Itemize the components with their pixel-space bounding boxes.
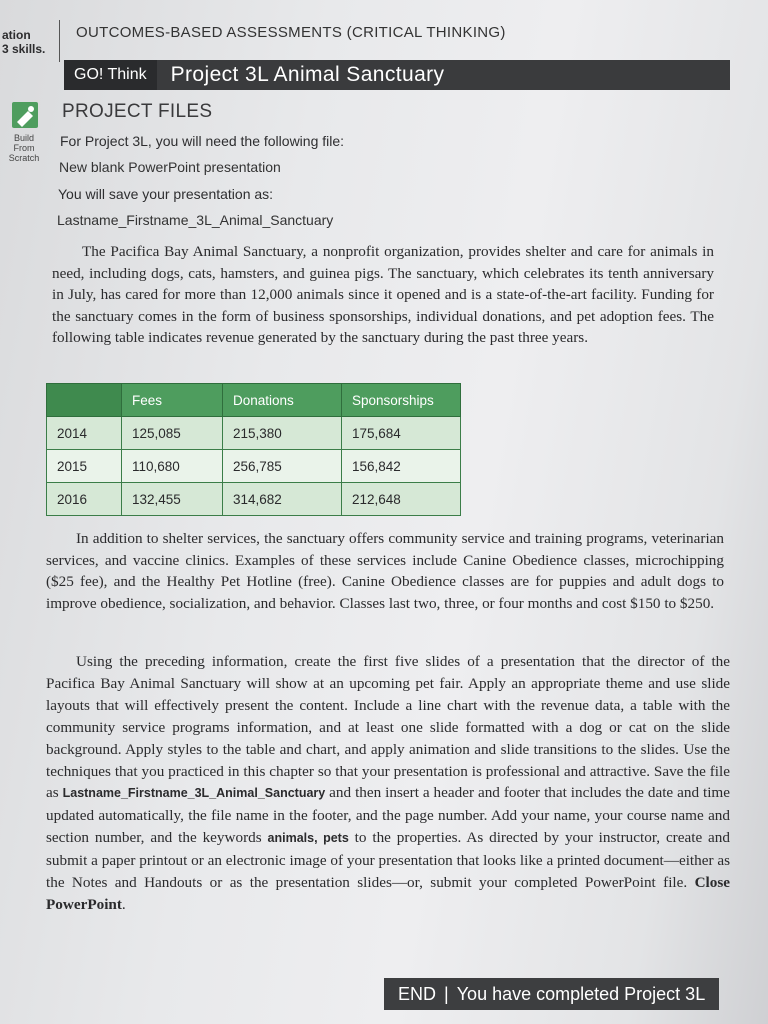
table-cell: 125,085 bbox=[122, 417, 223, 450]
margin-note-line2: 3 skills. bbox=[2, 42, 46, 56]
save-as-intro: You will save your presentation as: bbox=[58, 186, 274, 202]
project-banner bbox=[64, 60, 730, 90]
table-header-cell bbox=[47, 384, 122, 417]
project-files-heading: PROJECT FILES bbox=[62, 101, 213, 122]
table-row bbox=[47, 450, 461, 483]
close-powerpoint: Close PowerPoint bbox=[46, 874, 730, 913]
end-label: END bbox=[398, 983, 437, 1004]
table-cell: 2016 bbox=[47, 483, 122, 516]
margin-divider bbox=[59, 20, 60, 62]
table-row bbox=[47, 483, 461, 516]
revenue-table bbox=[46, 383, 461, 516]
end-banner bbox=[384, 978, 719, 1010]
margin-note-line1: ation bbox=[2, 28, 31, 42]
margin-note bbox=[2, 28, 45, 56]
services-paragraph: In addition to shelter services, the sanctuary offers community service and training programs, veterinarian services, and vaccine clinics. Examples of these services include Canine Obedience classes, microchipping ($25 fee), and the Healthy Pet Hotline (free). Canine Obedience classes are for puppies and adult dogs to improve obedience, socialization, and behavior. Classes last two, three, or four months and cost $150 to $250. bbox=[46, 530, 724, 612]
table-cell: 215,380 bbox=[223, 417, 342, 450]
table-cell: 212,648 bbox=[342, 483, 461, 516]
revenue-table-wrapper bbox=[46, 383, 461, 516]
go-think-label: GO! Think bbox=[64, 60, 157, 90]
save-filename: Lastname_Firstname_3L_Animal_Sanctuary bbox=[62, 786, 326, 801]
end-message: You have completed Project 3L bbox=[456, 983, 706, 1004]
table-header-row bbox=[47, 384, 461, 417]
table-header-cell: Donations bbox=[223, 384, 342, 417]
table-cell: 132,455 bbox=[122, 483, 223, 516]
table-cell: 256,785 bbox=[223, 450, 342, 483]
table-header-cell: Sponsorships bbox=[342, 384, 461, 417]
table-cell: 2014 bbox=[47, 417, 122, 450]
table-header-cell: Fees bbox=[122, 384, 223, 417]
table-cell: 2015 bbox=[47, 450, 122, 483]
table-row bbox=[47, 417, 461, 450]
build-from-scratch-label: Build From Scratch bbox=[8, 133, 40, 163]
instructions-paragraph: Using the preceding information, create the first five slides of a presentation that the director of the Pacifica Bay Animal Sanctuary will show at an upcoming pet fair. Apply an appropriate theme and use slide layouts that will effectively present the content. Include a line chart with the revenue data, a table with the community service programs information, and at least one slide formatted with a dog or cat on the slide background. Apply styles to the table and chart, and apply animation and slide transitions to the slides. Use the techniques that you practiced in this chapter so that your presentation is professional and attractive. Save the file as Lastname_Firstname_3L_Animal_Sanctuary and then insert a header and footer that includes the date and time updated automatically, the file name in the footer, and the page number. Add your name, your course name and section number, and the keywords animals, pets to the properties. As directed by your instructor, create and submit a paper printout or an electronic image of your presentation that looks like a printed document—either as the Notes and Handouts or as the presentation slides—or, submit your completed PowerPoint file. Close PowerPoint. bbox=[46, 653, 730, 913]
table-cell: 175,684 bbox=[342, 417, 461, 450]
table-cell: 110,680 bbox=[122, 450, 223, 483]
build-from-scratch-icon bbox=[6, 100, 44, 130]
save-as-filename: Lastname_Firstname_3L_Animal_Sanctuary bbox=[57, 212, 334, 228]
end-separator: | bbox=[444, 983, 449, 1004]
intro-paragraph: The Pacifica Bay Animal Sanctuary, a nonprofit organization, provides shelter and care for animals in need, including dogs, cats, hamsters, and guinea pigs. The sanctuary, which celebrates its tenth anniversary in July, has cared for more than 12,000 animals since it opened and is a state-of-the-art facility. Funding for the sanctuary comes in the form of business sponsorships, individual donations, and pet adoption fees. The following table indicates revenue generated by the sanctuary during the past three years. bbox=[52, 243, 714, 347]
table-cell: 156,842 bbox=[342, 450, 461, 483]
instructions-text: Using the preceding information, create the first five slides of a presentation that the director of the Pacifica Bay Animal Sanctuary will show at an upcoming pet fair. Apply an appropriate theme and use slide layouts that will effectively present the content. Include a line chart with the revenue data, a table with the community service programs information, and at least one slide formatted with a dog or cat on the slide background. Apply styles to the table and chart, and apply animation and slide transitions to the slides. Use the techniques that you practiced in this chapter so that your presentation is professional and attractive. Save the file as bbox=[46, 653, 730, 802]
instructions-text: and then insert a header and footer that includes the date and time updated automatically, the file name in the footer, and the page number. Add your name, your course name and section number, and the keywords bbox=[46, 784, 730, 847]
required-file: New blank PowerPoint presentation bbox=[59, 159, 281, 175]
page-header-title: OUTCOMES-BASED ASSESSMENTS (CRITICAL THINKING) bbox=[76, 24, 506, 41]
project-title: Project 3L Animal Sanctuary bbox=[170, 63, 445, 86]
project-files-intro: For Project 3L, you will need the following file: bbox=[60, 133, 345, 149]
keywords: animals, pets bbox=[267, 831, 349, 846]
table-cell: 314,682 bbox=[223, 483, 342, 516]
instructions-text: to the properties. As directed by your instructor, create and submit a paper printout or an electronic image of your presentation that looks like a printed document—either as the Notes and Handouts or as the presentation slides—or, submit your completed PowerPoint file. bbox=[46, 829, 730, 892]
